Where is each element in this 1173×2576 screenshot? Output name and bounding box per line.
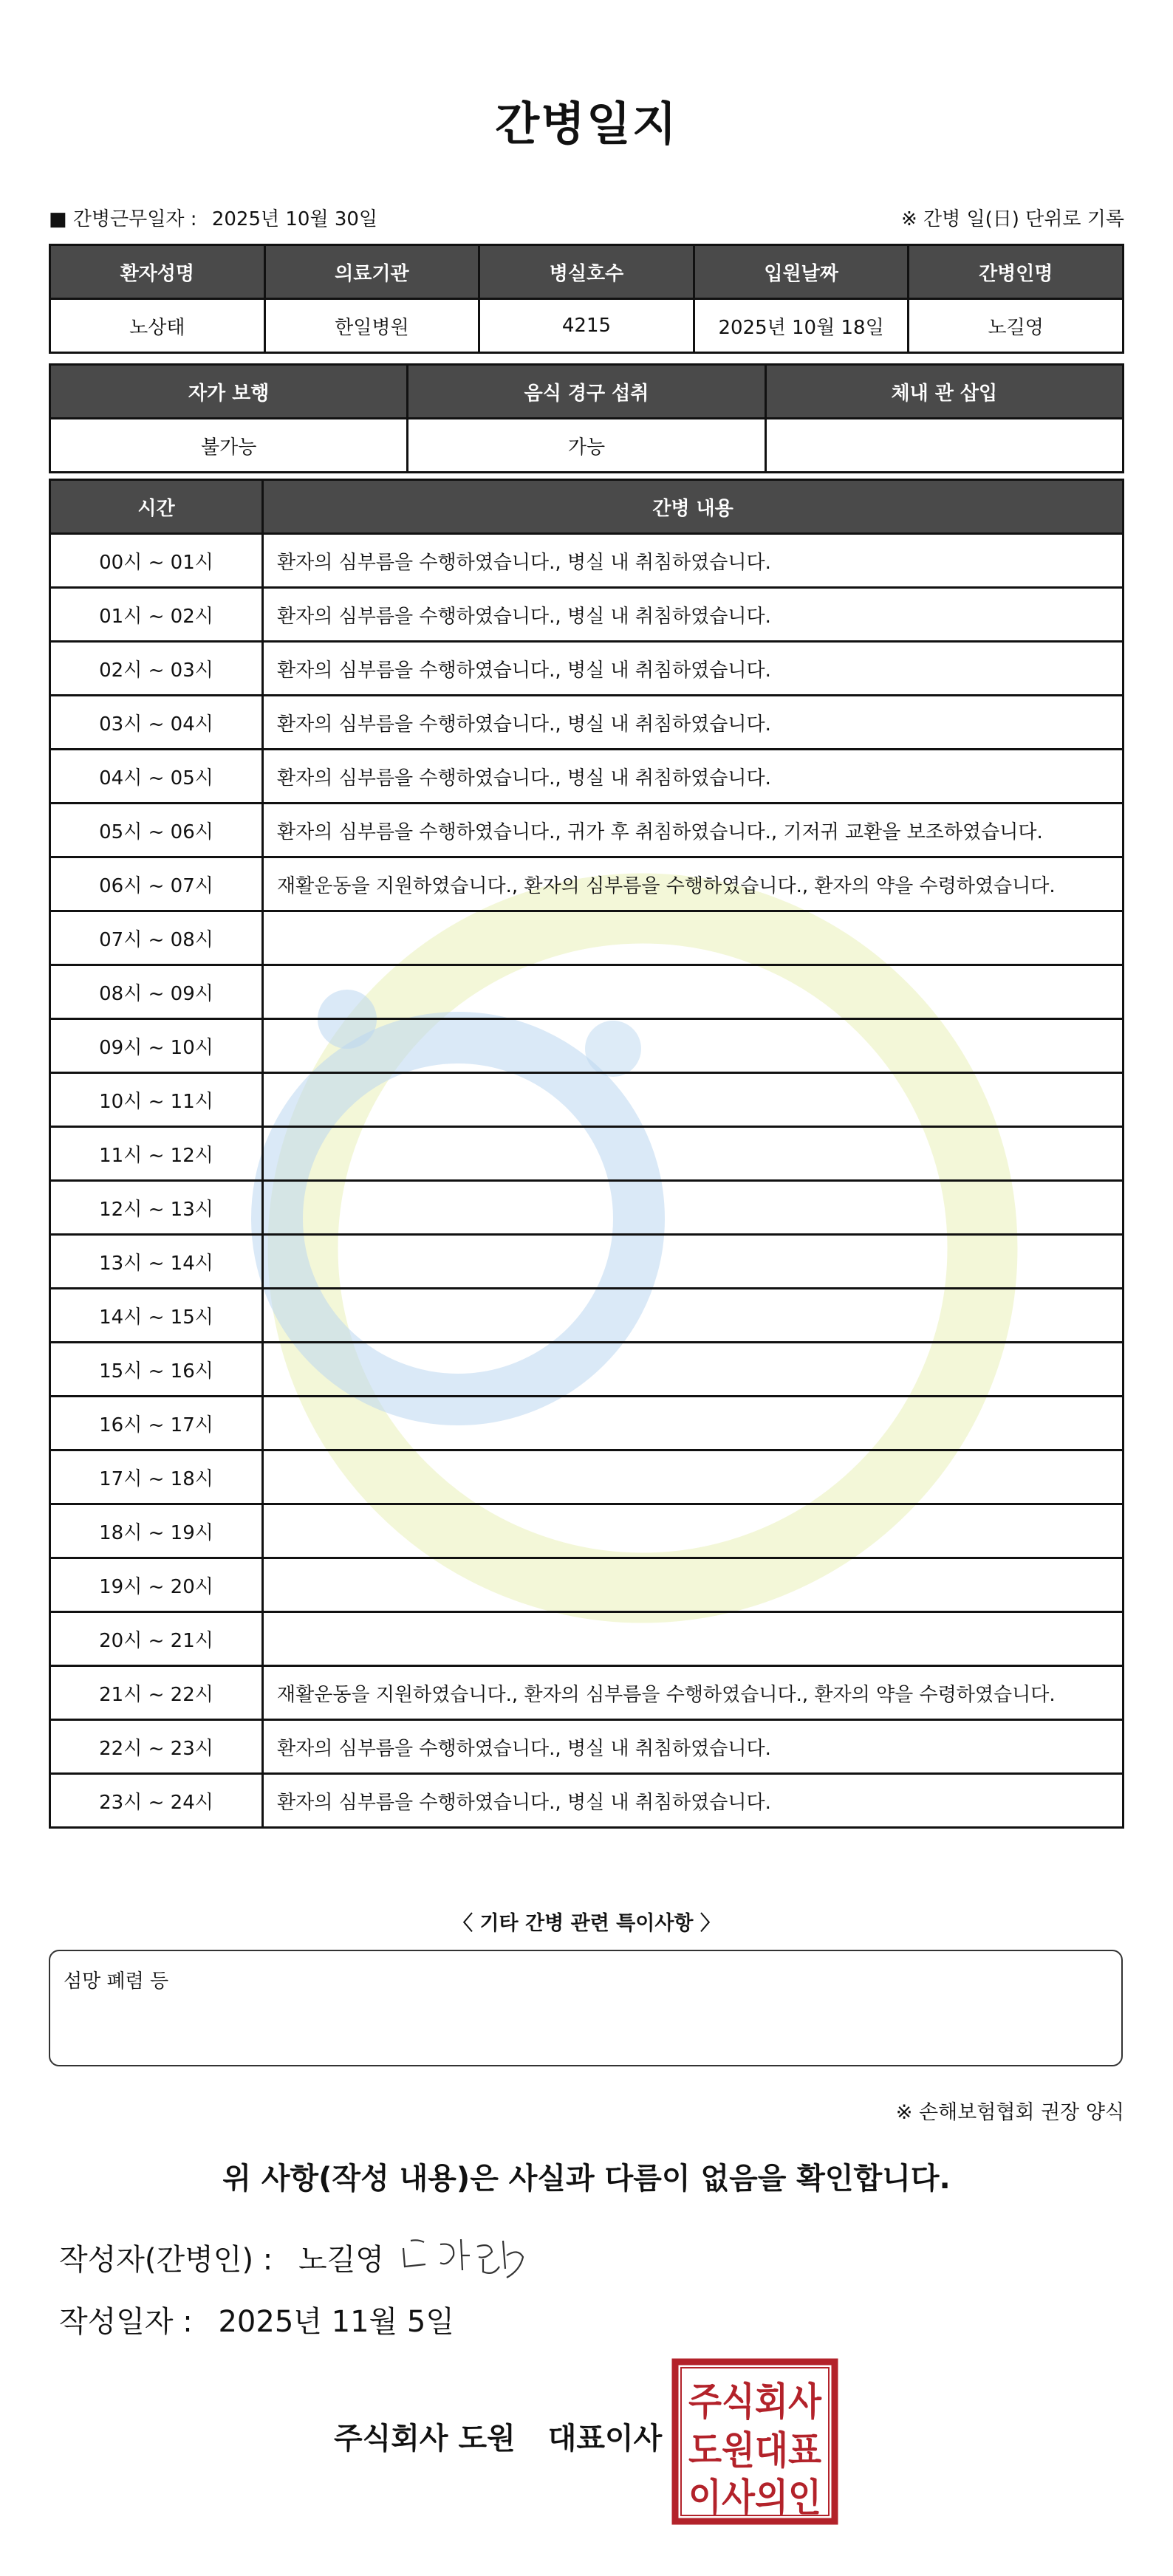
care-log-time: 23시 ~ 24시 — [50, 1774, 263, 1828]
care-status-header-row — [50, 365, 1124, 419]
tube-insertion-value — [765, 419, 1123, 473]
care-log-time: 18시 ~ 19시 — [50, 1504, 263, 1558]
care-log-row — [50, 1019, 1124, 1073]
header-self-walking: 자가 보행 — [50, 365, 408, 419]
care-log-row — [50, 965, 1124, 1019]
care-log-content — [263, 1343, 1124, 1397]
care-log-content: 환자의 심부름을 수행하였습니다., 병실 내 취침하였습니다. — [263, 534, 1124, 588]
care-log-time: 15시 ~ 16시 — [50, 1343, 263, 1397]
care-status-table — [49, 363, 1124, 473]
care-log-time: 19시 ~ 20시 — [50, 1558, 263, 1612]
patient-info-header-row — [50, 245, 1124, 299]
care-log-table — [49, 479, 1124, 1829]
care-log-time: 16시 ~ 17시 — [50, 1397, 263, 1450]
unit-note: ※ 간병 일(日) 단위로 기록 — [900, 208, 1124, 230]
care-log-content: 재활운동을 지원하였습니다., 환자의 심부름을 수행하였습니다., 환자의 약을 수령하였습니다. — [263, 857, 1124, 911]
care-log-time: 14시 ~ 15시 — [50, 1289, 263, 1343]
care-log-body — [50, 534, 1124, 1828]
header-admission-date: 입원날짜 — [694, 245, 909, 299]
care-log-row — [50, 588, 1124, 642]
patient-name: 노상태 — [50, 299, 265, 353]
care-log-content — [263, 1073, 1124, 1127]
remarks-text: 섬망 폐렴 등 — [64, 1970, 169, 1993]
care-log-header-row — [50, 480, 1124, 534]
company-seal-stamp — [671, 2357, 839, 2526]
care-log-content — [263, 1397, 1124, 1450]
care-log-row — [50, 1181, 1124, 1235]
caregiver-name: 노길영 — [909, 299, 1124, 353]
care-log-content — [263, 1450, 1124, 1504]
work-date-label: ■ 간병근무일자 : — [49, 208, 197, 230]
care-log-time: 01시 ~ 02시 — [50, 588, 263, 642]
patient-info-table — [49, 244, 1124, 354]
care-log-content: 환자의 심부름을 수행하였습니다., 병실 내 취침하였습니다. — [263, 750, 1124, 804]
care-log-row — [50, 1073, 1124, 1127]
meta-row — [49, 204, 1124, 230]
header-room-number: 병실호수 — [479, 245, 694, 299]
header-oral-intake: 음식 경구 섭취 — [408, 365, 765, 419]
care-log-row — [50, 642, 1124, 696]
care-log-row — [50, 1774, 1124, 1828]
care-log-row — [50, 750, 1124, 804]
document-title: 간병일지 — [495, 97, 678, 151]
care-log-row — [50, 1504, 1124, 1558]
care-log-time: 22시 ~ 23시 — [50, 1720, 263, 1774]
care-log-content: 환자의 심부름을 수행하였습니다., 귀가 후 취침하였습니다., 기저귀 교환을 보조하였습니다. — [263, 804, 1124, 857]
care-log-row — [50, 1450, 1124, 1504]
care-log-content — [263, 1289, 1124, 1343]
company-signature-line — [334, 2415, 662, 2457]
svg-text:이사의인: 이사의인 — [688, 2476, 821, 2521]
writer-name: 노길영 — [298, 2243, 384, 2277]
remarks-box — [49, 1950, 1123, 2066]
oral-intake-value: 가능 — [408, 419, 765, 473]
care-log-content: 환자의 심부름을 수행하였습니다., 병실 내 취침하였습니다. — [263, 588, 1124, 642]
writer-label: 작성자(간병인) : — [59, 2243, 273, 2277]
care-log-content — [263, 911, 1124, 965]
care-log-time: 20시 ~ 21시 — [50, 1612, 263, 1666]
care-log-time: 03시 ~ 04시 — [50, 696, 263, 750]
care-log-row — [50, 1720, 1124, 1774]
room-number: 4215 — [479, 299, 694, 353]
care-log-content: 환자의 심부름을 수행하였습니다., 병실 내 취침하였습니다. — [263, 642, 1124, 696]
care-log-content — [263, 1235, 1124, 1289]
care-log-content — [263, 1612, 1124, 1666]
writer-line — [59, 2236, 384, 2278]
care-log-content — [263, 1127, 1124, 1181]
format-note: ※ 손해보험협회 권장 양식 — [895, 2101, 1124, 2124]
header-patient-name: 환자성명 — [50, 245, 265, 299]
header-care-content: 간병 내용 — [263, 480, 1124, 534]
header-hospital: 의료기관 — [264, 245, 479, 299]
care-log-time: 09시 ~ 10시 — [50, 1019, 263, 1073]
care-log-content — [263, 1019, 1124, 1073]
care-log-row — [50, 1289, 1124, 1343]
care-log-content: 재활운동을 지원하였습니다., 환자의 심부름을 수행하였습니다., 환자의 약을 수령하였습니다. — [263, 1666, 1124, 1720]
admission-date: 2025년 10월 18일 — [694, 299, 909, 353]
care-log-time: 10시 ~ 11시 — [50, 1073, 263, 1127]
svg-text:도원대표: 도원대표 — [688, 2429, 821, 2473]
patient-info-value-row — [50, 299, 1124, 353]
care-log-time: 13시 ~ 14시 — [50, 1235, 263, 1289]
care-log-row — [50, 1235, 1124, 1289]
company-name: 주식회사 도원 — [334, 2422, 516, 2456]
care-log-row — [50, 911, 1124, 965]
header-tube-insertion: 체내 관 삽입 — [765, 365, 1123, 419]
care-log-time: 11시 ~ 12시 — [50, 1127, 263, 1181]
care-log-content — [263, 1558, 1124, 1612]
handwritten-signature — [396, 2226, 544, 2285]
care-log-row — [50, 1612, 1124, 1666]
care-log-content — [263, 965, 1124, 1019]
header-time: 시간 — [50, 480, 263, 534]
care-log-row — [50, 804, 1124, 857]
care-log-row — [50, 1343, 1124, 1397]
care-log-row — [50, 1666, 1124, 1720]
care-log-row — [50, 1558, 1124, 1612]
care-log-time: 08시 ~ 09시 — [50, 965, 263, 1019]
care-log-row — [50, 857, 1124, 911]
care-log-content: 환자의 심부름을 수행하였습니다., 병실 내 취침하였습니다. — [263, 1720, 1124, 1774]
written-date-value: 2025년 11월 5일 — [218, 2305, 454, 2339]
confirmation-statement: 위 사항(작성 내용)은 사실과 다름이 없음을 확인합니다. — [222, 2162, 951, 2196]
care-log-time: 21시 ~ 22시 — [50, 1666, 263, 1720]
care-log-row — [50, 1127, 1124, 1181]
care-log-content: 환자의 심부름을 수행하였습니다., 병실 내 취침하였습니다. — [263, 1774, 1124, 1828]
company-ceo-title: 대표이사 — [547, 2422, 663, 2456]
care-log-time: 17시 ~ 18시 — [50, 1450, 263, 1504]
self-walking-value: 불가능 — [50, 419, 408, 473]
care-log-time: 00시 ~ 01시 — [50, 534, 263, 588]
care-log-row — [50, 696, 1124, 750]
work-date-value: 2025년 10월 30일 — [211, 208, 378, 230]
care-log-row — [50, 534, 1124, 588]
care-log-time: 02시 ~ 03시 — [50, 642, 263, 696]
hospital-name: 한일병원 — [264, 299, 479, 353]
care-log-row — [50, 1397, 1124, 1450]
care-log-content: 환자의 심부름을 수행하였습니다., 병실 내 취침하였습니다. — [263, 696, 1124, 750]
svg-text:주식회사: 주식회사 — [688, 2380, 822, 2425]
header-caregiver-name: 간병인명 — [909, 245, 1124, 299]
remarks-title: 〈 기타 간병 관련 특이사항 〉 — [453, 1912, 720, 1935]
care-status-value-row — [50, 419, 1124, 473]
care-log-time: 05시 ~ 06시 — [50, 804, 263, 857]
written-date-line — [59, 2298, 454, 2340]
care-log-time: 07시 ~ 08시 — [50, 911, 263, 965]
work-date — [49, 204, 377, 231]
care-log-content — [263, 1181, 1124, 1235]
care-log-time: 04시 ~ 05시 — [50, 750, 263, 804]
written-date-label: 작성일자 : — [59, 2305, 193, 2339]
care-log-content — [263, 1504, 1124, 1558]
care-log-time: 12시 ~ 13시 — [50, 1181, 263, 1235]
care-log-time: 06시 ~ 07시 — [50, 857, 263, 911]
